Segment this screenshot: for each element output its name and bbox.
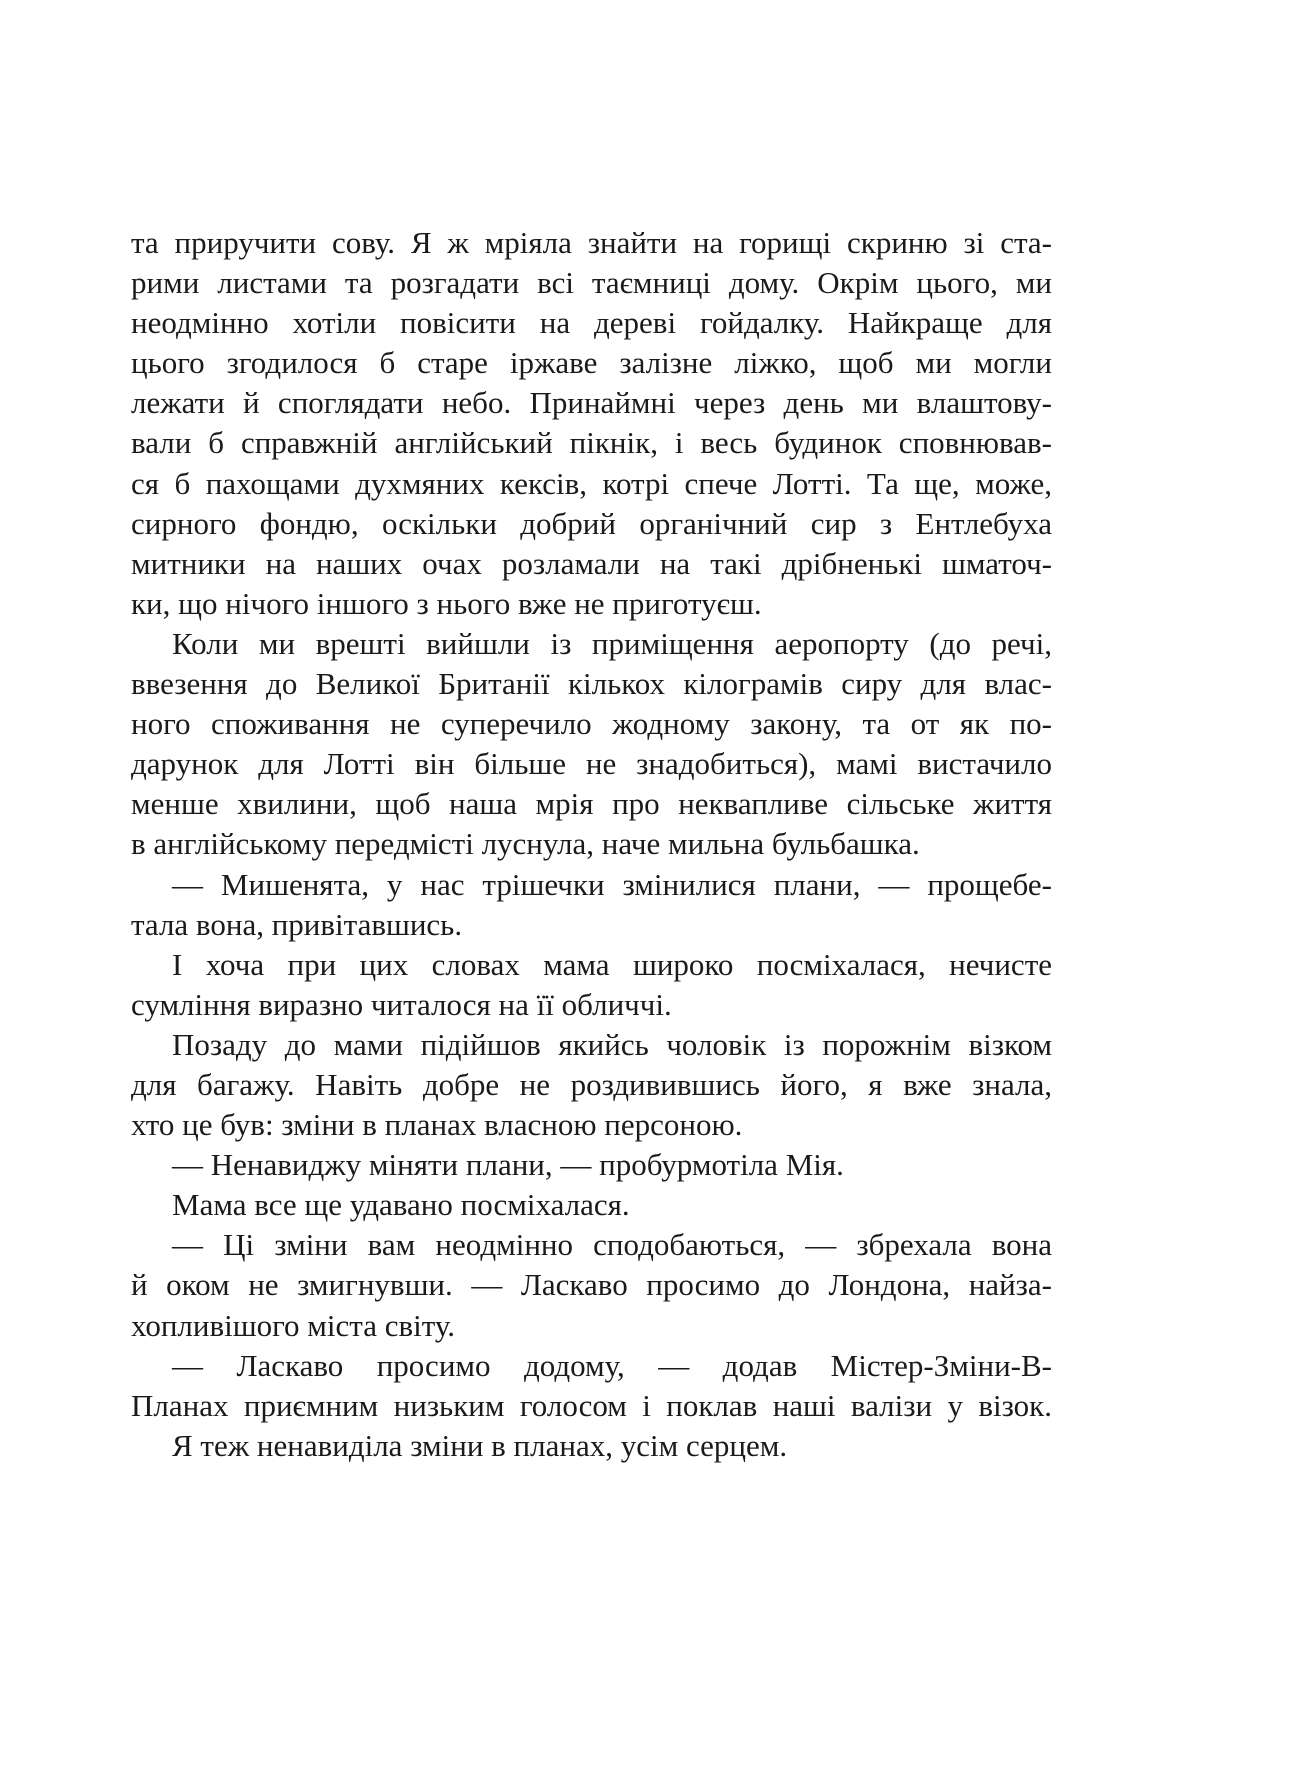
- text-line: в англійському передмісті луснула, наче мильна бульбашка.: [131, 826, 920, 862]
- text-line: рими листами та розгадати всі таємниці дому. Окрім цього, ми: [131, 265, 1052, 301]
- text-line: Мама все ще удавано посміхалася.: [172, 1187, 630, 1223]
- text-line: Планах приємним низьким голосом і поклав наші валізи у візок.: [131, 1387, 1052, 1423]
- body-text: [131, 223, 1052, 1466]
- text-line: неодмінно хотіли повісити на дереві гойдалку. Найкраще для: [131, 305, 1052, 341]
- text-line: Позаду до мами підійшов якийсь чоловік із порожнім візком: [172, 1026, 1052, 1062]
- text-line: вали б справжній англійський пікнік, і весь будинок сповнював-: [131, 425, 1052, 461]
- text-line: хто це був: зміни в планах власною персоною.: [131, 1107, 743, 1143]
- text-line: митники на наших очах розламали на такі дрібненькі шматоч-: [131, 545, 1052, 581]
- text-line: хопливішого міста світу.: [131, 1307, 456, 1343]
- text-line: лежати й споглядати небо. Принаймні через день ми влаштову-: [131, 385, 1052, 421]
- text-line: — Ненавиджу міняти плани, — пробурмотіла Мія.: [172, 1147, 844, 1183]
- text-line: ки, що нічого іншого з нього вже не приготуєш.: [131, 585, 762, 621]
- text-line: ся б пахощами духмяних кексів, котрі спече Лотті. Та ще, може,: [131, 465, 1052, 501]
- text-line: — Мишенята, у нас трішечки змінилися плани, — прощебе-: [172, 866, 1052, 902]
- text-line: І хоча при цих словах мама широко посміхалася, нечисте: [172, 946, 1052, 982]
- text-line: тала вона, привітавшись.: [131, 906, 463, 942]
- text-line: та приручити сову. Я ж мріяла знайти на горищі скриню зі ста-: [131, 225, 1052, 260]
- text-line: цього згодилося б старе іржаве залізне ліжко, щоб ми могли: [131, 345, 1052, 381]
- text-line: ввезення до Великої Британії кількох кілограмів сиру для влас-: [131, 666, 1052, 702]
- text-line: й оком не змигнувши. — Ласкаво просимо до Лондона, найза-: [131, 1267, 1052, 1303]
- text-line: Я теж ненавиділа зміни в планах, усім серцем.: [172, 1427, 788, 1463]
- text-line: менше хвилини, щоб наша мрія про неквапливе сільське життя: [131, 786, 1052, 822]
- text-line: — Ці зміни вам неодмінно сподобаються, — збрехала вона: [172, 1227, 1052, 1263]
- text-line: сирного фондю, оскільки добрий органічний сир з Ентлебуха: [131, 505, 1052, 541]
- text-line: дарунок для Лотті він більше не знадобиться), мамі вистачило: [131, 746, 1052, 782]
- text-line: — Ласкаво просимо додому, — додав Містер-Зміни-В-: [172, 1347, 1052, 1383]
- text-line: ного споживання не суперечило жодному закону, та от як по-: [131, 706, 1052, 742]
- text-line: для багажу. Навіть добре не роздивившись його, я вже знала,: [131, 1066, 1052, 1102]
- text-line: Коли ми врешті вийшли із приміщення аеропорту (до речі,: [172, 625, 1052, 661]
- text-line: сумління виразно читалося на її обличчі.: [131, 986, 672, 1022]
